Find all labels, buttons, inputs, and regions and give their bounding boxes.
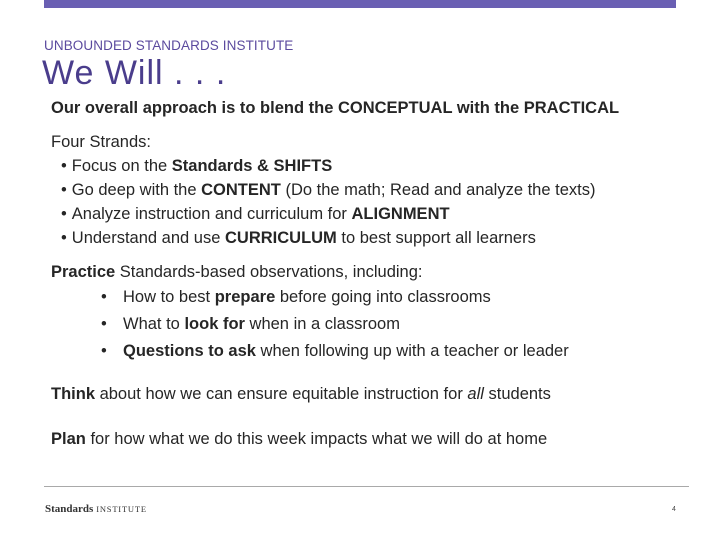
footer-divider (44, 486, 689, 487)
think-statement (51, 382, 691, 406)
think-text-end: students (483, 385, 551, 403)
item-text: when in a classroom (244, 315, 400, 333)
item-text: (Do the math; Read and analyze the texts) (280, 181, 596, 199)
practice-lead: Practice (51, 263, 116, 281)
item-text: when following up with a teacher or leader (255, 342, 569, 360)
org-name: UNBOUNDED STANDARDS INSTITUTE (44, 38, 294, 53)
strands-list (51, 154, 691, 250)
item-emphasis: ALIGNMENT (351, 205, 450, 223)
list-item (51, 202, 691, 226)
item-emphasis: CURRICULUM (224, 229, 337, 247)
list-item (51, 154, 691, 178)
top-accent-bar (44, 0, 676, 8)
item-text: before going into classrooms (275, 288, 491, 306)
slide-body (51, 96, 691, 451)
intro-statement: Our overall approach is to blend the CONCEPTUAL with the PRACTICAL (51, 99, 620, 117)
list-item (51, 178, 691, 202)
item-emphasis: prepare (214, 288, 276, 306)
item-text: Understand and use (71, 229, 225, 247)
practice-list (51, 284, 691, 365)
page-number: 4 (672, 506, 676, 513)
think-lead: Think (51, 385, 95, 403)
plan-text: for how what we do this week impacts what we will do at home (85, 430, 548, 448)
footer-logo (45, 503, 147, 515)
item-emphasis: Standards & SHIFTS (171, 157, 333, 175)
list-item (51, 226, 691, 250)
list-item (51, 338, 691, 365)
item-text: Go deep with the (71, 181, 202, 199)
item-emphasis: CONTENT (201, 181, 281, 199)
footer-logo-bold: Standards (45, 503, 94, 515)
item-text: How to best (123, 288, 215, 306)
item-emphasis: look for (184, 315, 245, 333)
think-emphasis: all (467, 385, 484, 403)
think-text: about how we can ensure equitable instruction for (95, 385, 468, 403)
item-text: Analyze instruction and curriculum for (71, 205, 352, 223)
plan-statement (51, 427, 691, 451)
strands-heading: Four Strands: (51, 133, 151, 151)
list-item (51, 311, 691, 338)
footer-logo-rest: INSTITUTE (93, 504, 147, 514)
practice-lead-text: Standards-based observations, including: (115, 263, 423, 281)
page-title: We Will . . . (42, 54, 227, 92)
list-item (51, 284, 691, 311)
item-text: Focus on the (71, 157, 172, 175)
practice-heading (51, 260, 691, 284)
item-emphasis: Questions to ask (123, 342, 256, 360)
item-text: to best support all learners (336, 229, 536, 247)
item-text: What to (123, 315, 185, 333)
plan-lead: Plan (51, 430, 86, 448)
